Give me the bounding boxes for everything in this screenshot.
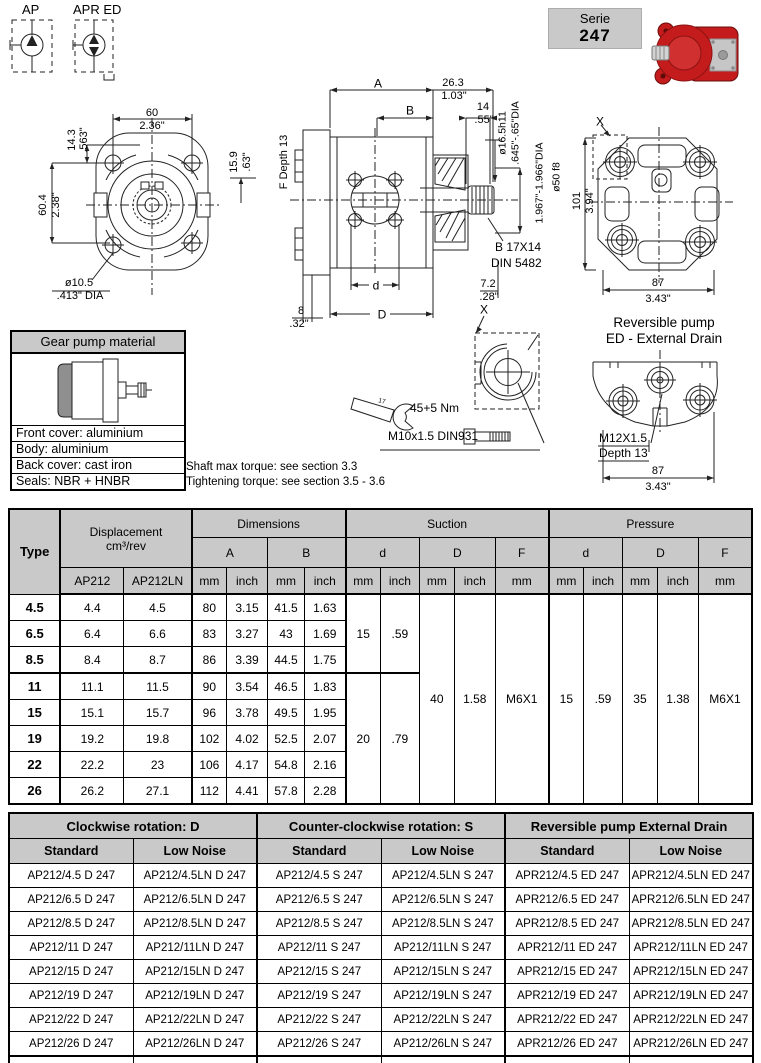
dim-72-mm: 7.2 xyxy=(480,278,496,291)
dim-cell: 43 xyxy=(268,621,305,647)
part-number: AP212/19 D 247 xyxy=(9,984,133,1008)
port-detail-x-label: X xyxy=(479,302,489,317)
part-number: APR212/11LN ED 247 xyxy=(629,936,753,960)
order-row xyxy=(9,888,753,912)
dim-143-mm: 14.3 xyxy=(66,129,79,151)
part-number: AP212/4.5LN D 247 xyxy=(133,864,257,888)
part-number: AP212/11LN S 247 xyxy=(381,936,505,960)
part-number: AP212/11 D 247 xyxy=(9,936,133,960)
dim-cell: 6.6 xyxy=(124,621,192,647)
dim-cell: 3.78 xyxy=(227,700,268,726)
part-number: AP212/8.5 D 247 xyxy=(9,912,133,936)
part-number: APR212/19LN ED 247 xyxy=(629,984,753,1008)
dim-b-label: B xyxy=(405,103,415,118)
dim-72-in: .28" xyxy=(479,291,499,304)
dim-cell: 19.2 xyxy=(60,726,124,752)
order-subheader-lownoise: Low Noise xyxy=(133,839,257,864)
unit-header: inch xyxy=(584,568,623,595)
part-number: APR212/8.5LN ED 247 xyxy=(629,912,753,936)
part-number: AP212/15LN S 247 xyxy=(381,960,505,984)
col-header-suction-dd: D xyxy=(419,538,495,568)
material-row: Back cover: cast iron xyxy=(12,458,184,474)
part-number: AP212/22LN S 247 xyxy=(381,1008,505,1032)
part-number: AP212/15LN D 247 xyxy=(133,960,257,984)
part-number: APR212/26 ED 247 xyxy=(505,1032,629,1057)
dim-14-in: .55" xyxy=(474,114,494,127)
part-number: AP212/4.5 D 247 xyxy=(9,864,133,888)
part-number: APR212/11 ED 247 xyxy=(505,936,629,960)
order-row-partial xyxy=(9,1056,753,1063)
part-number: AP212/19LN S 247 xyxy=(381,984,505,1008)
order-row xyxy=(9,984,753,1008)
dim-cell: 1.58 xyxy=(454,594,495,804)
rear-w-mm: 87 xyxy=(651,277,665,290)
part-number: AP212/6.5 S 247 xyxy=(257,888,381,912)
part-number-empty xyxy=(133,1056,257,1063)
dim-cell: 52.5 xyxy=(268,726,305,752)
dim-cell: 1.95 xyxy=(304,700,345,726)
part-number-empty xyxy=(257,1056,381,1063)
dim-cell: 83 xyxy=(192,621,227,647)
type-cell: 6.5 xyxy=(9,621,60,647)
ed-w-in: 3.43" xyxy=(645,481,671,494)
part-number: AP212/6.5LN S 247 xyxy=(381,888,505,912)
pilot-dia-in: 1.967"-1.966"DIA xyxy=(533,142,546,224)
dim-cell: 86 xyxy=(192,647,227,674)
dim-cell: 4.41 xyxy=(227,778,268,805)
type-cell: 8.5 xyxy=(9,647,60,674)
order-row xyxy=(9,912,753,936)
series-badge xyxy=(548,8,642,49)
col-header-type: Type xyxy=(9,509,60,594)
unit-header: mm xyxy=(495,568,548,595)
dim-604-in: 2.38" xyxy=(50,192,63,218)
dim-cell: 4.5 xyxy=(124,594,192,621)
part-number: AP212/22 S 247 xyxy=(257,1008,381,1032)
part-number: AP212/8.5LN D 247 xyxy=(133,912,257,936)
order-group-reversible: Reversible pump External Drain xyxy=(505,813,753,839)
part-number: APR212/22 ED 247 xyxy=(505,1008,629,1032)
dim-f-depth: F Depth 13 xyxy=(278,134,291,190)
ed-depth-label: Depth 13 xyxy=(599,446,648,460)
part-number: APR212/26LN ED 247 xyxy=(629,1032,753,1057)
dim-cell: 3.27 xyxy=(227,621,268,647)
dim-8-mm: 8 xyxy=(297,305,305,318)
note-shaft-torque: Shaft max torque: see section 3.3 xyxy=(186,461,358,473)
rear-w-in: 3.43" xyxy=(645,293,671,306)
table-row xyxy=(9,594,752,621)
part-number: AP212/22 D 247 xyxy=(9,1008,133,1032)
order-group-clockwise: Clockwise rotation: D xyxy=(9,813,257,839)
spline-std-label: DIN 5482 xyxy=(491,256,542,270)
dim-cell: 3.54 xyxy=(227,673,268,700)
dim-cell: 8.4 xyxy=(60,647,124,674)
dim-cell: 4.4 xyxy=(60,594,124,621)
dim-cell: 1.83 xyxy=(304,673,345,700)
dim-159-in: .63" xyxy=(241,152,254,172)
col-header-a: A xyxy=(192,538,268,568)
part-number: APR212/15 ED 247 xyxy=(505,960,629,984)
material-row: Body: aluminium xyxy=(12,442,184,458)
dim-cell: 90 xyxy=(192,673,227,700)
header-row-groups xyxy=(9,509,752,538)
dim-cell: 20 xyxy=(346,673,381,804)
part-number: APR212/6.5LN ED 247 xyxy=(629,888,753,912)
dim-cell: 2.28 xyxy=(304,778,345,805)
type-cell: 15 xyxy=(9,700,60,726)
dim-cell: 3.39 xyxy=(227,647,268,674)
col-header-pressure-d: d xyxy=(549,538,623,568)
dim-hole-mm: ø10.5 xyxy=(64,277,94,290)
dim-cell: 1.69 xyxy=(304,621,345,647)
dim-cell: 106 xyxy=(192,752,227,778)
type-cell: 26 xyxy=(9,778,60,805)
dim-cell: 96 xyxy=(192,700,227,726)
pump-product-image xyxy=(648,15,753,95)
rear-h-mm: 101 xyxy=(571,191,584,211)
part-number: AP212/26 D 247 xyxy=(9,1032,133,1057)
series-number: 247 xyxy=(579,26,611,45)
part-number: AP212/15 D 247 xyxy=(9,960,133,984)
dim-d-label: d xyxy=(372,278,380,293)
type-cell: 11 xyxy=(9,673,60,700)
dim-cell: 26.2 xyxy=(60,778,124,805)
part-number-empty xyxy=(9,1056,133,1063)
dim-cell: 57.8 xyxy=(268,778,305,805)
dim-cell: 1.63 xyxy=(304,594,345,621)
order-row xyxy=(9,864,753,888)
col-header-pressure-dd: D xyxy=(623,538,699,568)
col-header-suction-f: F xyxy=(495,538,548,568)
dim-159-mm: 15.9 xyxy=(228,151,241,173)
unit-header: mm xyxy=(698,568,752,595)
dim-cell: 1.38 xyxy=(657,594,698,804)
unit-header: mm xyxy=(419,568,454,595)
part-number: APR212/8.5 ED 247 xyxy=(505,912,629,936)
part-number-empty xyxy=(629,1056,753,1063)
dim-cell: 4.17 xyxy=(227,752,268,778)
dim-cell: 15.7 xyxy=(124,700,192,726)
order-group-counterclockwise: Counter-clockwise rotation: S xyxy=(257,813,505,839)
part-number: AP212/8.5LN S 247 xyxy=(381,912,505,936)
type-cell: 22 xyxy=(9,752,60,778)
dim-cell: 44.5 xyxy=(268,647,305,674)
dim-cell: 6.4 xyxy=(60,621,124,647)
dim-cell: 27.1 xyxy=(124,778,192,805)
order-subheader-lownoise: Low Noise xyxy=(629,839,753,864)
rear-caption-line1: Reversible pump xyxy=(613,314,715,330)
rear-h-in: 3.94" xyxy=(584,188,597,214)
dim-8-in: .32" xyxy=(289,318,309,331)
rear-caption-line2: ED - External Drain xyxy=(605,330,723,346)
shaft-dia-mm: ø16.5h11 xyxy=(496,111,509,155)
dim-cell: 15 xyxy=(549,594,584,804)
part-number: AP212/19LN D 247 xyxy=(133,984,257,1008)
order-row xyxy=(9,960,753,984)
dim-604-mm: 60.4 xyxy=(37,194,50,216)
unit-header: mm xyxy=(623,568,658,595)
order-subheader-standard: Standard xyxy=(257,839,381,864)
dim-263-in: 1.03" xyxy=(441,90,467,103)
part-number: AP212/26LN S 247 xyxy=(381,1032,505,1057)
material-box-drawing xyxy=(12,354,184,426)
dim-cell: 4.02 xyxy=(227,726,268,752)
part-number: AP212/19 S 247 xyxy=(257,984,381,1008)
part-number-empty xyxy=(505,1056,629,1063)
dim-cell: 23 xyxy=(124,752,192,778)
col-header-ap212ln: AP212LN xyxy=(124,568,192,595)
unit-header: inch xyxy=(454,568,495,595)
part-number: AP212/15 S 247 xyxy=(257,960,381,984)
dim-cell: 112 xyxy=(192,778,227,805)
shaft-dia-in: .645"-.65"DIA xyxy=(509,101,522,165)
dim-60-mm: 60 xyxy=(145,107,159,120)
order-row xyxy=(9,1032,753,1057)
bolt-spec-label: M10x1.5 DIN931 xyxy=(388,429,479,443)
dim-cell: 46.5 xyxy=(268,673,305,700)
tightening-torque-label: 45+5 Nm xyxy=(410,401,460,415)
displacement-label: Displacement xyxy=(89,524,163,539)
order-row xyxy=(9,936,753,960)
dim-cell: 15.1 xyxy=(60,700,124,726)
ap-symbol-label: AP xyxy=(22,2,40,17)
dim-263-mm: 26.3 xyxy=(442,77,464,90)
ed-w-mm: 87 xyxy=(651,465,665,478)
part-number: APR212/6.5 ED 247 xyxy=(505,888,629,912)
col-header-suction: Suction xyxy=(346,509,549,538)
dim-143-in: .563" xyxy=(78,127,91,153)
part-number: APR212/15LN ED 247 xyxy=(629,960,753,984)
col-header-dimensions: Dimensions xyxy=(192,509,346,538)
col-header-ap212: AP212 xyxy=(60,568,124,595)
unit-header: inch xyxy=(657,568,698,595)
dim-cell: 80 xyxy=(192,594,227,621)
dim-cell: 11.5 xyxy=(124,673,192,700)
rear-x-label: X xyxy=(595,114,605,129)
unit-header: mm xyxy=(268,568,305,595)
order-subheader-standard: Standard xyxy=(505,839,629,864)
part-number: AP212/4.5 S 247 xyxy=(257,864,381,888)
order-header-groups xyxy=(9,813,753,839)
material-box xyxy=(10,330,186,491)
note-tightening-torque: Tightening torque: see section 3.5 - 3.6 xyxy=(186,476,386,488)
dim-cell: 40 xyxy=(419,594,454,804)
dim-cell: 35 xyxy=(623,594,658,804)
type-cell: 19 xyxy=(9,726,60,752)
col-header-displacement xyxy=(60,509,191,568)
part-number: APR212/4.5LN ED 247 xyxy=(629,864,753,888)
dim-hole-in: .413" DIA xyxy=(56,290,104,303)
part-number-empty xyxy=(381,1056,505,1063)
dim-cell: .59 xyxy=(380,594,419,673)
dim-cell: 1.75 xyxy=(304,647,345,674)
dim-cell: M6X1 xyxy=(495,594,548,804)
material-row: Seals: NBR + HNBR xyxy=(16,474,131,488)
unit-header: inch xyxy=(380,568,419,595)
part-number: AP212/11 S 247 xyxy=(257,936,381,960)
header-row-units xyxy=(9,568,752,595)
unit-header: mm xyxy=(346,568,381,595)
order-row xyxy=(9,1008,753,1032)
dim-cell: 3.15 xyxy=(227,594,268,621)
part-number: APR212/19 ED 247 xyxy=(505,984,629,1008)
dim-14-mm: 14 xyxy=(476,101,490,114)
dim-cell: M6X1 xyxy=(698,594,752,804)
wrench-size-label: 17 xyxy=(377,397,387,406)
dim-cell: 11.1 xyxy=(60,673,124,700)
unit-header: mm xyxy=(192,568,227,595)
pump-profile-drawing xyxy=(12,354,180,425)
dim-cell: 22.2 xyxy=(60,752,124,778)
torque-tools-drawing xyxy=(350,385,550,455)
col-header-b: B xyxy=(268,538,346,568)
order-subheader-standard: Standard xyxy=(9,839,133,864)
dim-cell: 2.07 xyxy=(304,726,345,752)
part-number: AP212/8.5 S 247 xyxy=(257,912,381,936)
hydraulic-symbols-drawing xyxy=(8,0,138,88)
part-number: AP212/11LN D 247 xyxy=(133,936,257,960)
dim-cell: .79 xyxy=(380,673,419,804)
material-box-title: Gear pump material xyxy=(12,332,184,354)
part-number: AP212/6.5 D 247 xyxy=(9,888,133,912)
dim-cell: 19.8 xyxy=(124,726,192,752)
apred-symbol-label: APR ED xyxy=(73,2,122,17)
displacement-unit: cm³/rev xyxy=(105,538,146,553)
part-number: APR212/22LN ED 247 xyxy=(629,1008,753,1032)
part-number: AP212/22LN D 247 xyxy=(133,1008,257,1032)
series-label: Serie xyxy=(579,11,611,26)
ordering-table xyxy=(8,812,754,1063)
part-number: AP212/4.5LN S 247 xyxy=(381,864,505,888)
dim-cell: 2.16 xyxy=(304,752,345,778)
dim-cell: .59 xyxy=(584,594,623,804)
ed-thread-label: M12X1.5 xyxy=(599,431,648,445)
material-row: Front cover: aluminium xyxy=(12,426,184,442)
part-number: AP212/26 S 247 xyxy=(257,1032,381,1057)
spline-type-label: B 17X14 xyxy=(495,240,542,254)
type-cell: 4.5 xyxy=(9,594,60,621)
dim-dd-label: D xyxy=(377,307,387,322)
dim-cell: 49.5 xyxy=(268,700,305,726)
col-header-suction-d: d xyxy=(346,538,420,568)
unit-header: mm xyxy=(549,568,584,595)
unit-header: inch xyxy=(304,568,345,595)
dim-60-in: 2.36" xyxy=(139,120,165,133)
col-header-pressure: Pressure xyxy=(549,509,752,538)
dim-cell: 41.5 xyxy=(268,594,305,621)
dim-a-label: A xyxy=(373,76,383,91)
dim-cell: 54.8 xyxy=(268,752,305,778)
dimensions-table xyxy=(8,508,753,805)
unit-header: inch xyxy=(227,568,268,595)
part-number: APR212/4.5 ED 247 xyxy=(505,864,629,888)
order-subheader-lownoise: Low Noise xyxy=(381,839,505,864)
col-header-pressure-f: F xyxy=(698,538,752,568)
part-number: AP212/6.5LN D 247 xyxy=(133,888,257,912)
part-number: AP212/26LN D 247 xyxy=(133,1032,257,1057)
dim-cell: 102 xyxy=(192,726,227,752)
dim-cell: 15 xyxy=(346,594,381,673)
dim-cell: 8.7 xyxy=(124,647,192,674)
order-header-sub xyxy=(9,839,753,864)
pilot-dia-mm: ø50 f8 xyxy=(550,162,563,192)
